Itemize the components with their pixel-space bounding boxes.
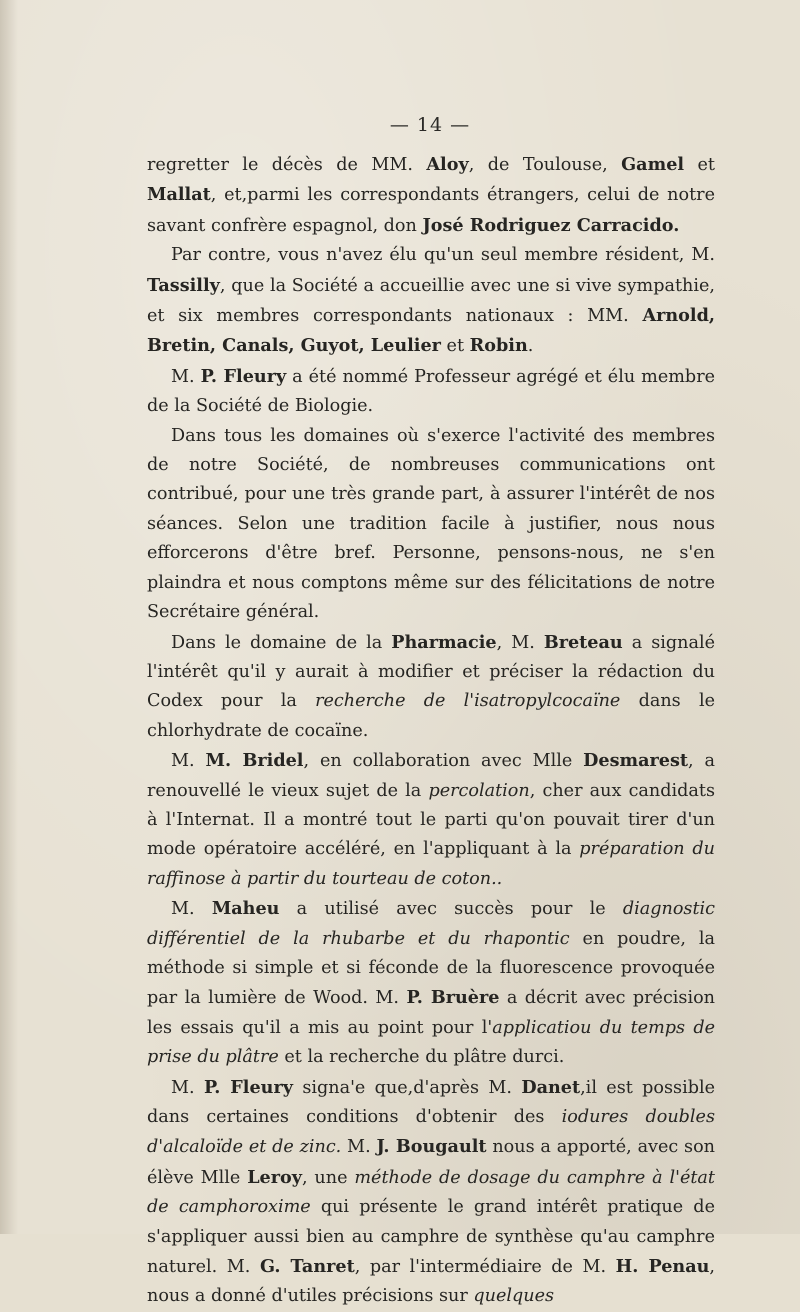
text-run: Dans tous les domaines où s'exerce l'activité des membres de notre Société, de nombreuses communications ont contribué, pour une très grande part, à assurer l'intérêt de nos séances. Selon une tradition facile à justifier, nous nous efforcerons d'être bref. Personne, pensons-nous, ne s'en plaindra et nous comptons même sur des félicitations de notre Secrétaire général. [147,425,715,623]
text-run: M. [171,751,206,772]
text-run: a utilisé avec succès pour le [279,899,623,920]
italic-run: diagnostic différentiel de la rhubarbe et du rhapontic [147,899,716,949]
italic-run: méthode de dosage du camphre à l'état de camphoroxime [147,1167,715,1218]
paragraph [147,746,715,894]
text-run: et [684,155,716,175]
italic-run: percolation [428,780,530,801]
text-run: regretter le décès de MM. [147,155,427,175]
text-run: , une [301,1167,355,1188]
italic-run: recherche de l'isatropylcocaïne [315,691,621,712]
text-run: , par l'intermédiaire de M. [354,1257,616,1278]
name-run: Breteau [543,631,623,653]
name-run: P. Bruère [406,987,500,1009]
name-run: M. Bridel [205,750,304,772]
text-run: nous a apporté, avec son élève Mlle [147,1137,715,1188]
name-run: Pharmacie [391,631,497,653]
text-run: et [440,336,470,357]
name-run: P. Fleury [200,365,287,387]
text-run: Dans le domaine de la [171,632,392,653]
italic-run: iodures doubles d'alcaloïde et de zinc. [147,1107,715,1158]
text-run: qui présente le grand intérêt pratique de s'appliquer aussi bien au camphre de synthèse qu'au camphre naturel. M. [147,1197,715,1278]
paragraph [147,422,715,628]
italic-run: quelques [473,1286,555,1307]
name-run: Arnold, Bretin, Canals, Guyot, Leulier [147,305,715,357]
italic-run: applicatiou du temps de prise du plâtre [147,1017,715,1068]
text-run: M. [341,1137,377,1158]
name-run: Robin [469,335,528,357]
text-run: a signalé l'intérêt qu'il y aurait à modifier et préciser la rédaction du Codex pour la [147,632,715,712]
text-run: M. [171,899,212,920]
name-run: Aloy [426,154,469,175]
text-run: a décrit avec précision les essais qu'il a mis au point pour l' [147,988,716,1038]
text-run: , que la Société a accueillie avec une si vive sympathie, et six membres correspondants nationaux : MM. [147,275,715,327]
text-run: Par contre, vous n'avez élu qu'un seul membre résident, M. [171,245,715,266]
italic-run: préparation du raffinose à partir du tourteau de coton.. [147,839,715,889]
name-run: G. Tanret [259,1256,355,1278]
name-run: José Rodriguez Carracido. [422,214,680,236]
text-run: signa'e que,d'après M. [292,1077,522,1098]
name-run: Maheu [211,898,280,920]
name-run: Danet [521,1076,581,1098]
text-run: , M. [496,632,544,653]
name-run: Mallat [147,184,211,206]
name-run: J. Bougault [376,1136,487,1158]
paragraph [147,241,715,362]
name-run: Leroy [247,1166,302,1188]
text-run: et la recherche du plâtre durci. [278,1047,565,1068]
name-run: H. Penau [615,1256,710,1278]
name-run: Tassilly [147,274,220,296]
text-run: . [527,336,534,357]
page-gutter-shadow [0,0,18,1234]
page-number: — 14 — [389,114,471,136]
text-run: en poudre, la méthode si simple et si féconde de la fluorescence provoquée par la lumière de Wood. M. [147,928,716,1009]
text-run: , et,parmi les correspondants étrangers, celui de notre savant confrère espagnol, don [147,185,715,236]
text-run: ,il est possible dans certaines conditions d'obtenir des [147,1077,716,1127]
text-run: , a renouvellé le vieux sujet de la [147,751,715,801]
paragraph [147,1073,715,1312]
text-run: dans le chlorhydrate de cocaïne. [147,691,715,741]
paragraph [147,894,715,1072]
text-run: , en collaboration avec Mlle [303,751,584,772]
paragraph [147,150,715,241]
text-run: M. [171,366,201,387]
paragraph [147,628,715,747]
body-text [147,150,715,1312]
text-run: M. [171,1077,204,1098]
name-run: P. Fleury [203,1076,293,1098]
text-run: , cher aux candidats à l'Internat. Il a montré tout le parti qu'on pouvait tirer d'un mode opératoire accéléré, en l'appliquant à la [147,780,715,860]
text-run: a été nommé Professeur agrégé et élu membre de la Société de Biologie. [147,366,716,417]
name-run: Gamel [621,154,685,175]
name-run: Desmarest [583,750,689,772]
text-run: , nous a donné d'utiles précisions sur [147,1257,715,1307]
text-run: , de Toulouse, [468,155,622,175]
paragraph [147,362,715,422]
